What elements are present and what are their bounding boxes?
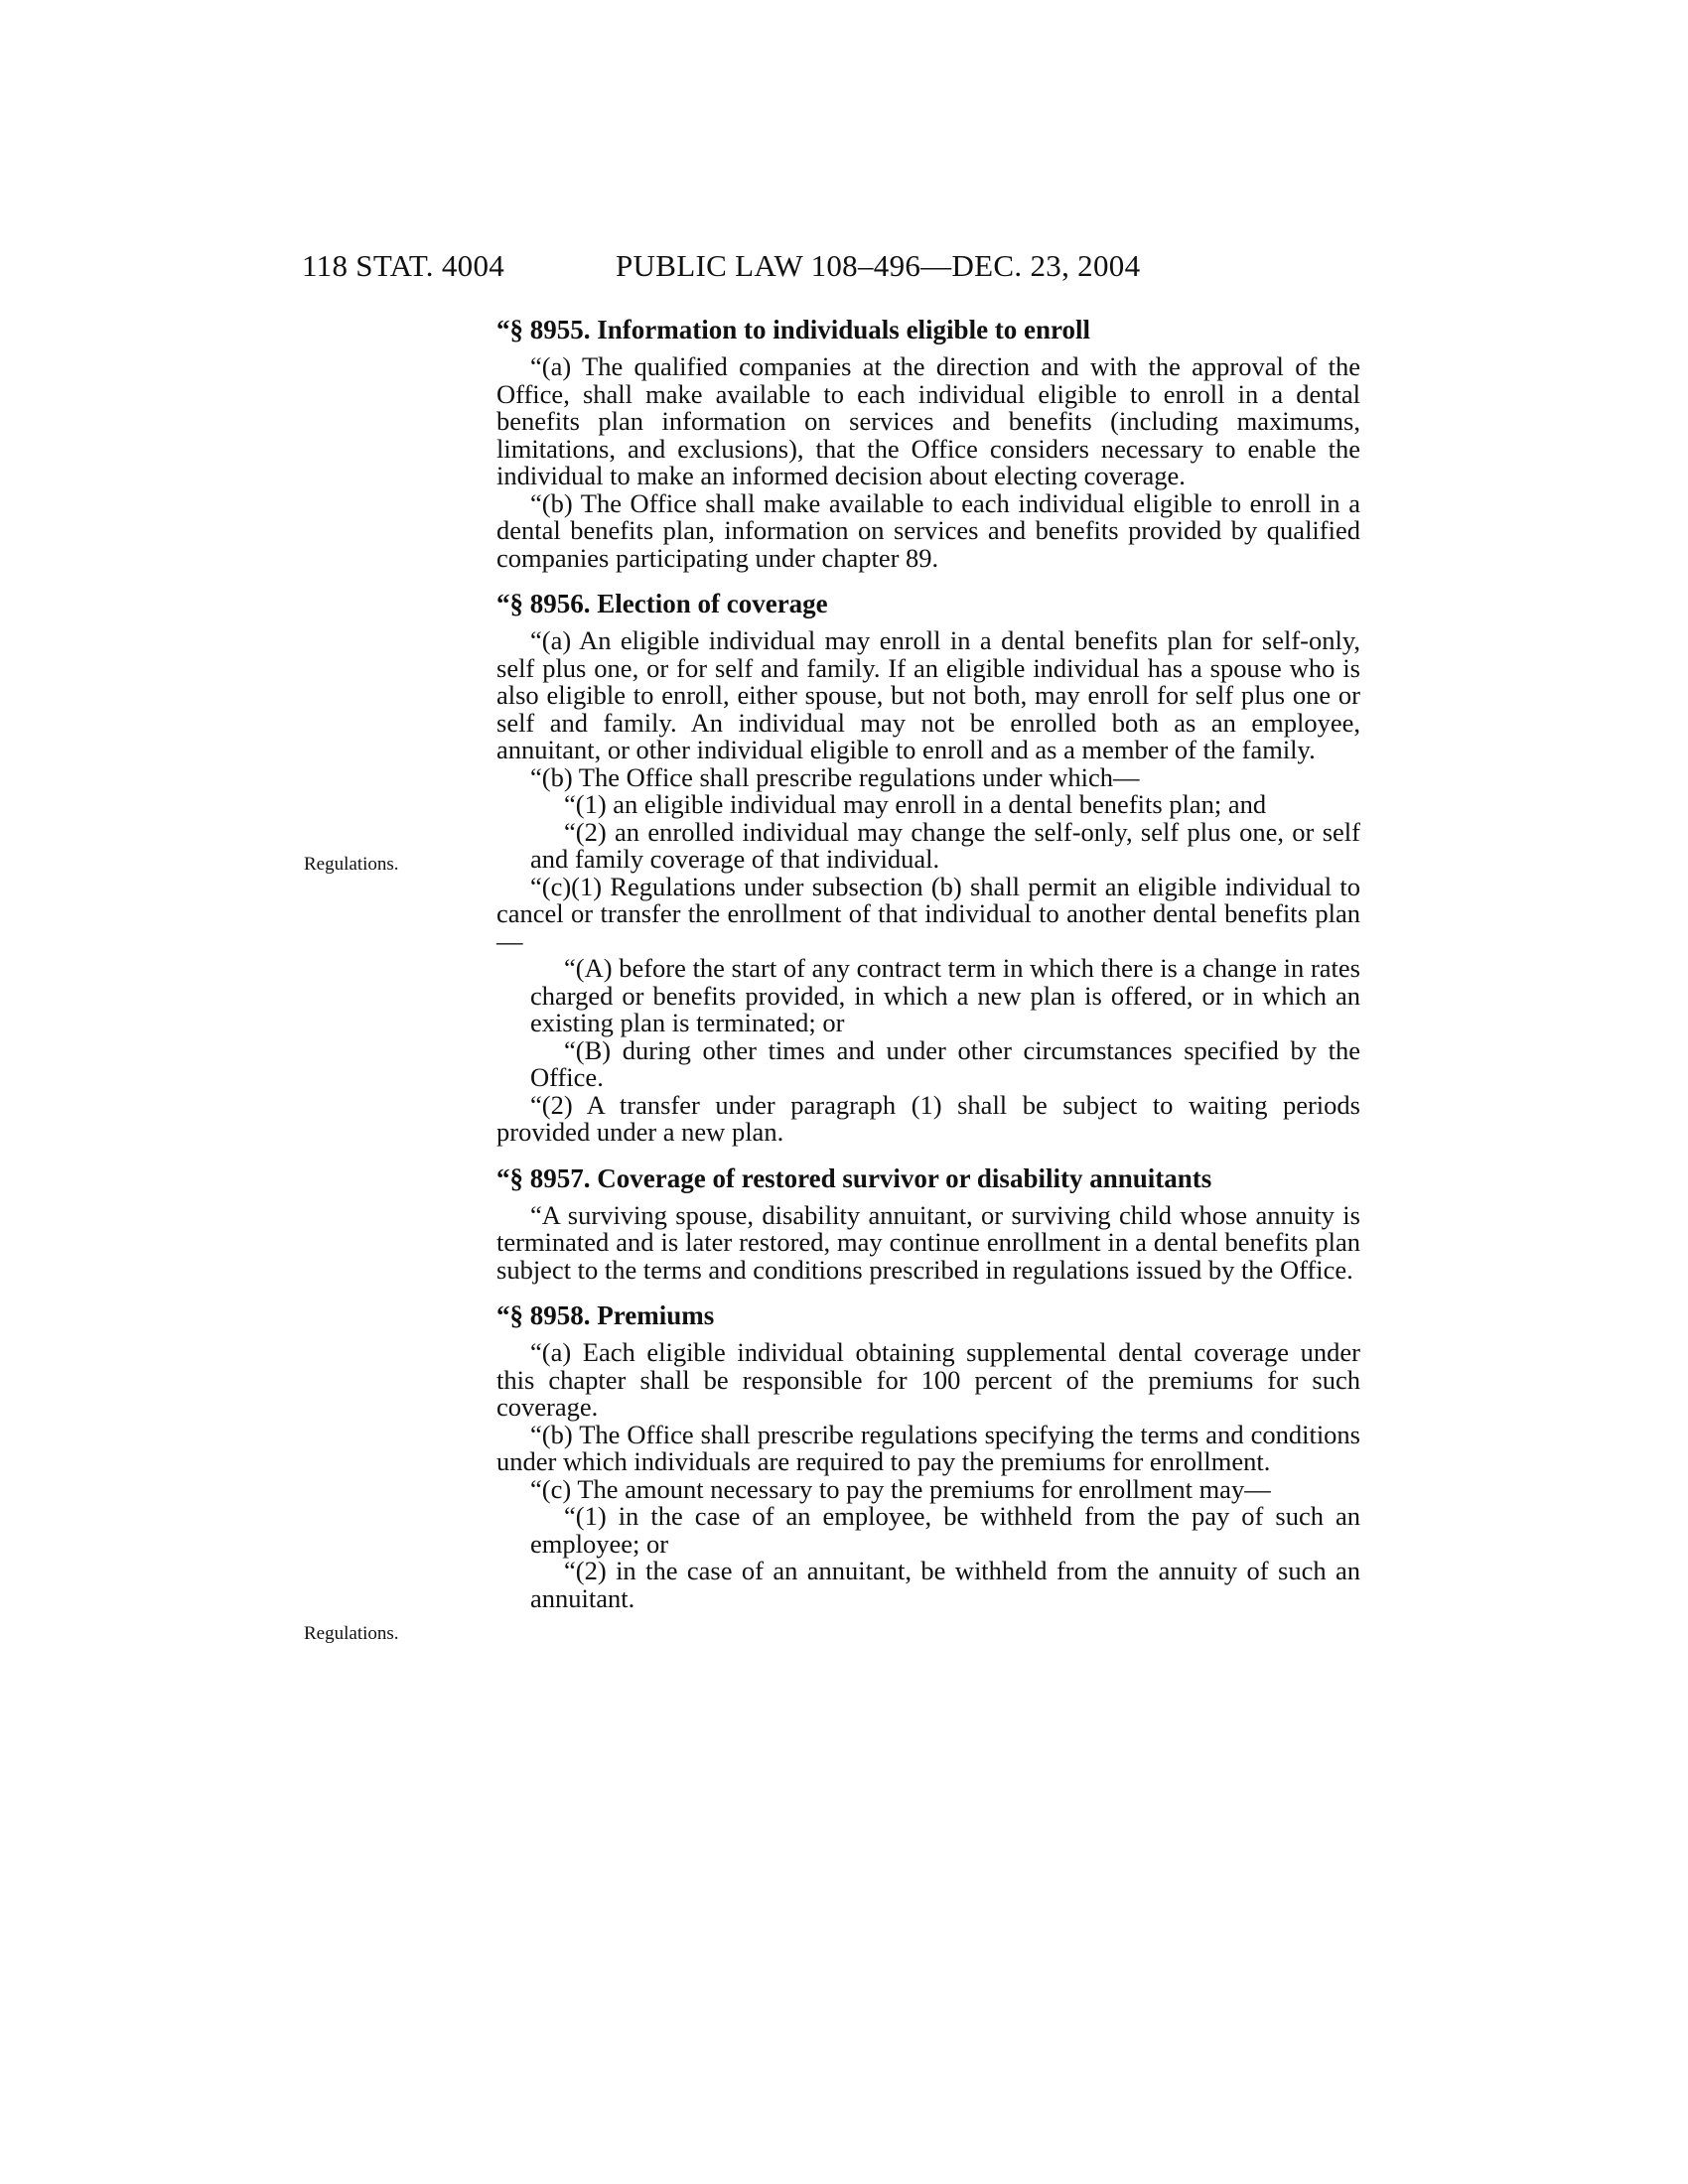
- paragraph: “(c) The amount necessary to pay the premiums for enrollment may—: [530, 1473, 1271, 1504]
- section-heading: “§ 8955. Information to individuals eligible to enroll: [496, 315, 1091, 344]
- margin-note-regulations: Regulations.: [304, 854, 399, 875]
- paragraph: “(a) An eligible individual may enroll in a dental benefits plan for self-only, self plus one, or for self and family. If an eligible individual has a spouse who is also eligible to enroll, either spouse, but not both, may enroll for self plus one or self and family. An individual may not be enrolled both as an employee, annuitant, or other individual eligible to enroll and as a member of the family.: [496, 625, 1360, 764]
- section-heading: “§ 8957. Coverage of restored survivor or disability annuitants: [496, 1162, 1212, 1193]
- paragraph: “(c)(1) Regulations under subsection (b) shall permit an eligible individual to cancel or transfer the enrollment of that individual to another dental benefits plan—: [496, 871, 1360, 956]
- paragraph: “(2) an enrolled individual may change the self-only, self plus one, or self and family coverage of that individual.: [530, 816, 1360, 874]
- public-law-citation: PUBLIC LAW 108–496—DEC. 23, 2004: [616, 248, 1141, 283]
- paragraph: “(b) The Office shall make available to each individual eligible to enroll in a dental benefits plan, information on services and benefits provided by qualified companies participating under chapter 89.: [496, 487, 1360, 573]
- paragraph: “(b) The Office shall prescribe regulations specifying the terms and conditions under which individuals are required to pay the premiums for enrollment.: [496, 1419, 1360, 1476]
- stat-citation: 118 STAT. 4004: [302, 248, 505, 283]
- paragraph: “(a) Each eligible individual obtaining supplemental dental coverage under this chapter shall be responsible for 100 percent of the premiums for such coverage.: [496, 1337, 1360, 1422]
- page-header: [0, 248, 1688, 288]
- section-8957: [496, 1164, 1360, 1285]
- paragraph: “(B) during other times and under other circumstances specified by the Office.: [530, 1034, 1360, 1092]
- paragraph: “(b) The Office shall prescribe regulations under which—: [530, 761, 1140, 792]
- paragraph: “(2) A transfer under paragraph (1) shall be subject to waiting periods provided under a new plan.: [496, 1089, 1360, 1147]
- section-8955: [496, 316, 1360, 572]
- paragraph: “(2) in the case of an annuitant, be withheld from the annuity of such an annuitant.: [530, 1556, 1360, 1613]
- section-heading: “§ 8958. Premiums: [496, 1300, 715, 1330]
- section-heading: “§ 8956. Election of coverage: [496, 589, 828, 618]
- margin-note-regulations: Regulations.: [304, 1623, 399, 1644]
- paragraph: “(1) an eligible individual may enroll in a dental benefits plan; and: [564, 789, 1267, 819]
- paragraph: “(A) before the start of any contract term in which there is a change in rates charged or benefits provided, in which a new plan is offered, or in which an existing plan is terminated; or: [530, 953, 1360, 1037]
- paragraph: “(a) The qualified companies at the direction and with the approval of the Office, shall make available to each individual eligible to enroll in a dental benefits plan information on services and benefits (including maximums, limitations, and exclusions), that the Office considers necessary to enable the individual to make an informed decision about electing coverage.: [496, 351, 1360, 490]
- section-8956: [496, 590, 1360, 1147]
- section-8958: [496, 1301, 1360, 1612]
- statute-body: [496, 316, 1360, 1630]
- paragraph: “A surviving spouse, disability annuitant, or surviving child whose annuity is terminated and is later restored, may continue enrollment in a dental benefits plan subject to the terms and conditions prescribed in regulations issued by the Office.: [496, 1199, 1360, 1285]
- paragraph: “(1) in the case of an employee, be withheld from the pay of such an employee; or: [530, 1501, 1360, 1559]
